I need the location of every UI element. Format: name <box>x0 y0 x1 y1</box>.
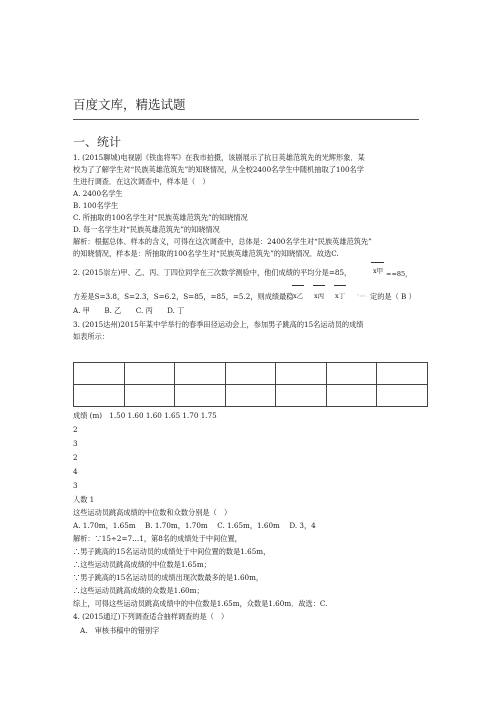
q1-analysis: 的知晓情况，样本是：所抽取的100名学生对“民族英雄范筑先”的知晓情况．故选C. <box>73 249 339 258</box>
table-cell <box>326 363 377 385</box>
q1-option: B. 100名学生 <box>73 201 119 210</box>
q1-option: D. 每一名学生对“民族英雄范筑先”的知晓情况 <box>73 225 220 234</box>
q2-options: A. 甲 B. 乙 C. 丙 D. 丁 <box>73 306 185 315</box>
q3-line: 3. (2015达州)2015年某中学举行的春季田径运动会上，参加男子跳高的15名运动员的成绩 <box>73 320 364 329</box>
q2-xding: x丁 <box>335 292 346 300</box>
table-row <box>74 385 428 407</box>
table-cell <box>326 385 377 407</box>
page-header-title: 百度文库，精选试题 <box>73 97 186 112</box>
section-title: 一、统计 <box>73 135 122 149</box>
q2-tail: ==85， <box>386 270 412 278</box>
header-rule <box>73 119 419 120</box>
table-cell <box>74 363 125 385</box>
q1-line: 1. (2015聊城)电视剧《铁血将军》在我市拍摄，该剧展示了抗日英雄范筑先的光辉形象．某 <box>73 153 365 162</box>
q3-options: A. 1.70m，1.65m B. 1.70m，1.70m C. 1.65m，1.60m D. 3，4 <box>73 521 316 530</box>
table-row <box>74 363 428 385</box>
q3-question: 这些运动员跳高成绩的中位数和众数分别是（ ） <box>73 508 232 517</box>
q4-option-a: A. 审核书稿中的错别字 <box>80 626 160 635</box>
q2-overline <box>292 285 304 286</box>
q3-line: 如表所示： <box>73 332 109 341</box>
q3-analysis: ∴这些运动员跳高成绩的中位数是1.65m； <box>73 560 211 569</box>
q2-overline <box>334 285 346 286</box>
q3-score-row: 成绩 (m) 1.50 1.60 1.60 1.65 1.70 1.75 <box>73 411 217 420</box>
q1-line: 校为了了解学生对“民族英雄范筑先”的知晓情况，从全校2400名学生中随机抽取了100名学 <box>73 165 364 174</box>
q3-analysis: ∴这些运动员跳高成绩的众数是1.60m； <box>73 586 204 595</box>
q2-line-2: 方差是S=3.8，S=2.3，S=6.2，S=85，=85，=5.2，则成绩最稳 <box>73 292 294 301</box>
table-cell <box>175 385 226 407</box>
q2-xbing: x丙 <box>314 292 325 300</box>
table-cell <box>175 363 226 385</box>
table-cell <box>124 363 175 385</box>
q2-overline <box>371 262 384 263</box>
table-cell <box>377 363 428 385</box>
q2-xjia: x甲 <box>373 267 384 275</box>
q3-analysis: ∵男子跳高的15名运动员的成绩出现次数最多的是1.60m， <box>73 573 264 582</box>
q1-line: 生进行调查．在这次调查中，样本是（ ） <box>73 177 210 186</box>
table-cell <box>276 385 327 407</box>
q2-line-1: 2. (2015崇左)甲、乙、丙、丁四位同学在三次数学测验中，他们成绩的平均分是=85， <box>73 268 352 277</box>
q3-count: 4 <box>73 467 78 476</box>
q3-analysis: ∴男子跳高的15名运动员的成绩处于中间位置的数是1.65m， <box>73 547 271 556</box>
q3-count: 3 <box>73 439 78 448</box>
q1-option: A. 2400名学生 <box>73 189 123 198</box>
q3-analysis: 综上，可得这些运动员跳高成绩中的中位数是1.65m，众数是1.60m．故选：C. <box>73 599 328 608</box>
q2-small-note: ㄱ=ㄴ <box>356 293 368 298</box>
q3-count: 2 <box>73 425 78 434</box>
table-cell <box>225 385 276 407</box>
q3-count: 2 <box>73 453 78 462</box>
q2-overline <box>313 285 325 286</box>
table-cell <box>74 385 125 407</box>
table-cell <box>276 363 327 385</box>
q1-analysis: 解析：根据总体、样本的含义，可得在这次调查中，总体是：2400名学生对“民族英雄范筑先” <box>73 237 372 246</box>
table-cell <box>377 385 428 407</box>
score-table <box>73 362 428 407</box>
q3-people-label: 人数 1 <box>73 495 95 504</box>
q2-xyi: x乙 <box>293 292 304 300</box>
q4-question: 4. (2015通辽)下列调查适合抽样调查的是（ ） <box>73 612 229 621</box>
q1-option: C. 所抽取的100名学生对“民族英雄范筑先”的知晓情况 <box>73 213 248 222</box>
table-cell <box>124 385 175 407</box>
q3-analysis: 解析：∵15÷2=7…1，第8名的成绩处于中间位置， <box>73 534 242 543</box>
table-cell <box>225 363 276 385</box>
q3-count: 3 <box>73 481 78 490</box>
q2-line-2-end: 定的是（ B ） <box>370 292 416 301</box>
